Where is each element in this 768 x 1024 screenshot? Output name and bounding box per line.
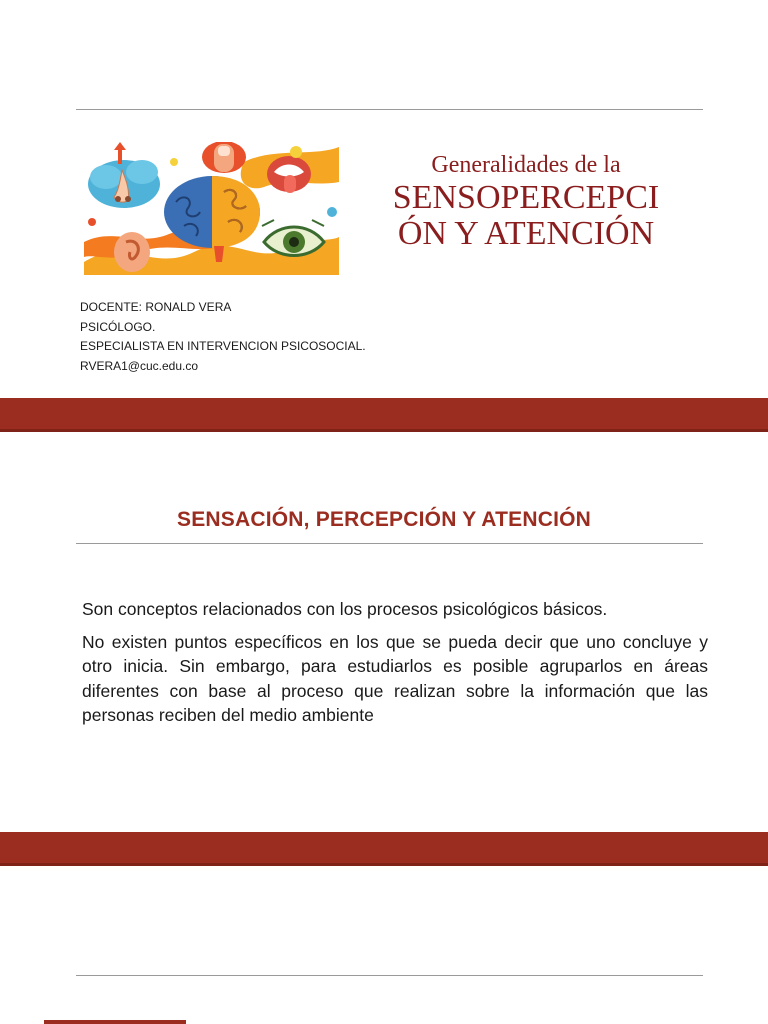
credit-specialty: ESPECIALISTA EN INTERVENCION PSICOSOCIAL. <box>80 339 366 353</box>
slide2-paragraph-1: Son conceptos relacionados con los procesos psicológicos básicos. <box>82 599 608 619</box>
slide3-top-rule <box>76 975 703 976</box>
credit-email[interactable]: RVERA1@cuc.edu.co <box>80 358 199 373</box>
slide1-title-line1: SENSOPERCEPCI <box>392 179 660 216</box>
slide3-accent-bar <box>44 1020 186 1024</box>
slide2-paragraph-2: No existen puntos específicos en los que se pueda decir que uno concluye y otro inicia. Sin embargo, para estudiarlos es posible agruparlos en áreas diferentes con base al proceso que realizan sobre la información que las personas reciben del medio ambiente <box>82 631 708 725</box>
slide-separator-band-1 <box>0 398 768 432</box>
slide-separator-band-2 <box>0 832 768 866</box>
senses-brain-illustration <box>84 142 339 275</box>
slide1-title-line2: ÓN Y ATENCIÓN <box>397 215 655 252</box>
slide1-top-rule <box>76 109 703 110</box>
slide1-title <box>366 180 686 252</box>
credit-docente: DOCENTE: RONALD VERA <box>80 300 232 314</box>
slide2-heading-rule <box>76 543 703 544</box>
slide1-subtitle: Generalidades de la <box>431 152 621 178</box>
slide2-heading: SENSACIÓN, PERCEPCIÓN Y ATENCIÓN <box>176 508 592 531</box>
slide2-body <box>82 597 708 736</box>
credit-profession: PSICÓLOGO. <box>80 319 156 334</box>
instructor-credits <box>80 298 366 376</box>
